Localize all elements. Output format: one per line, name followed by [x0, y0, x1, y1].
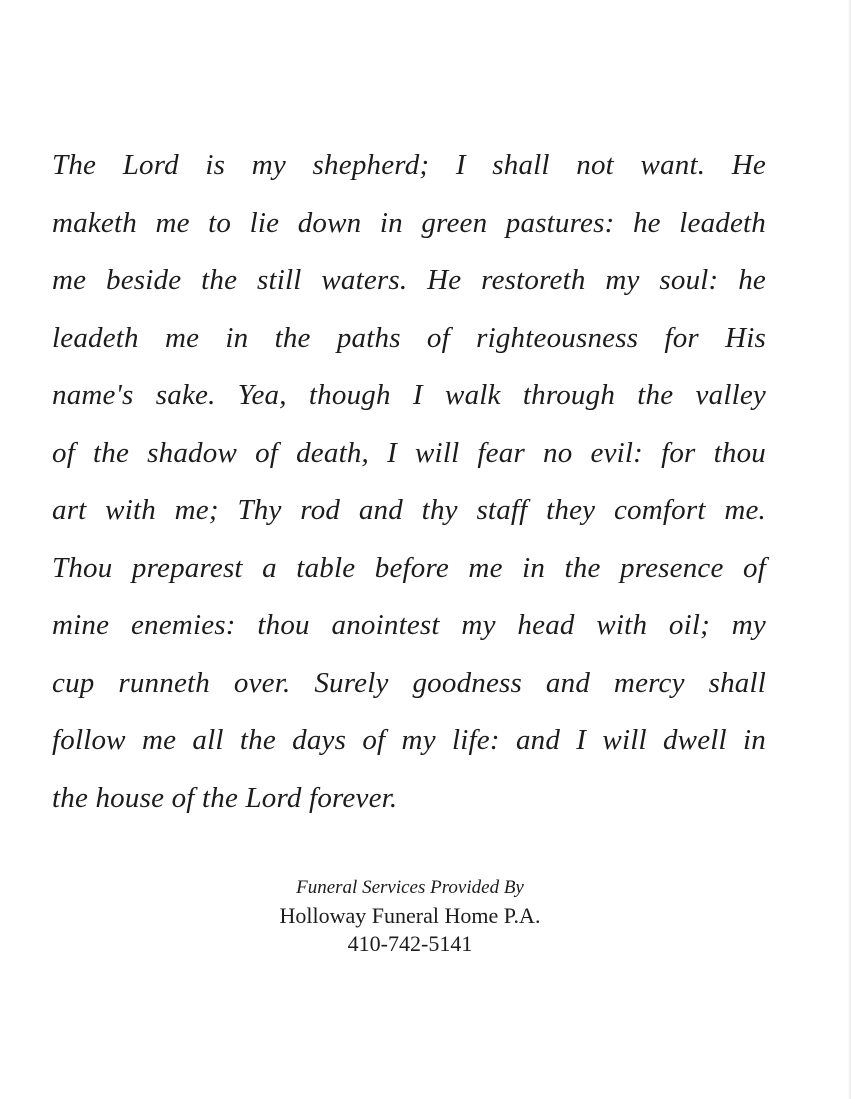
psalm-line: cup runneth over. Surely goodness and mercy shall	[52, 666, 766, 699]
credit-caption: Funeral Services Provided By	[296, 877, 524, 898]
psalm-line: name's sake. Yea, though I walk through the valley	[52, 379, 766, 411]
psalm-text	[52, 137, 766, 827]
psalm-line: The Lord is my shepherd; I shall not want. He	[52, 149, 766, 181]
psalm-line: me beside the still waters. He restoreth my soul: he	[52, 264, 766, 296]
phone-number: 410-742-5141	[347, 931, 473, 956]
psalm-line: the house of the Lord forever.	[52, 781, 398, 814]
psalm-line: leadeth me in the paths of righteousness for His	[52, 321, 766, 354]
psalm-line: maketh me to lie down in green pastures: he leadeth	[52, 206, 766, 239]
psalm-line: of the shadow of death, I will fear no evil: for thou	[52, 436, 766, 469]
psalm-line: Thou preparest a table before me in the presence of	[52, 551, 766, 584]
psalm-line: mine enemies: thou anointest my head with oil; my	[52, 609, 766, 641]
funeral-home-name: Holloway Funeral Home P.A.	[279, 903, 541, 928]
funeral-home-credit	[0, 874, 820, 958]
psalm-line: art with me; Thy rod and thy staff they comfort me.	[52, 494, 766, 526]
psalm-line: follow me all the days of my life: and I will dwell in	[52, 724, 766, 756]
